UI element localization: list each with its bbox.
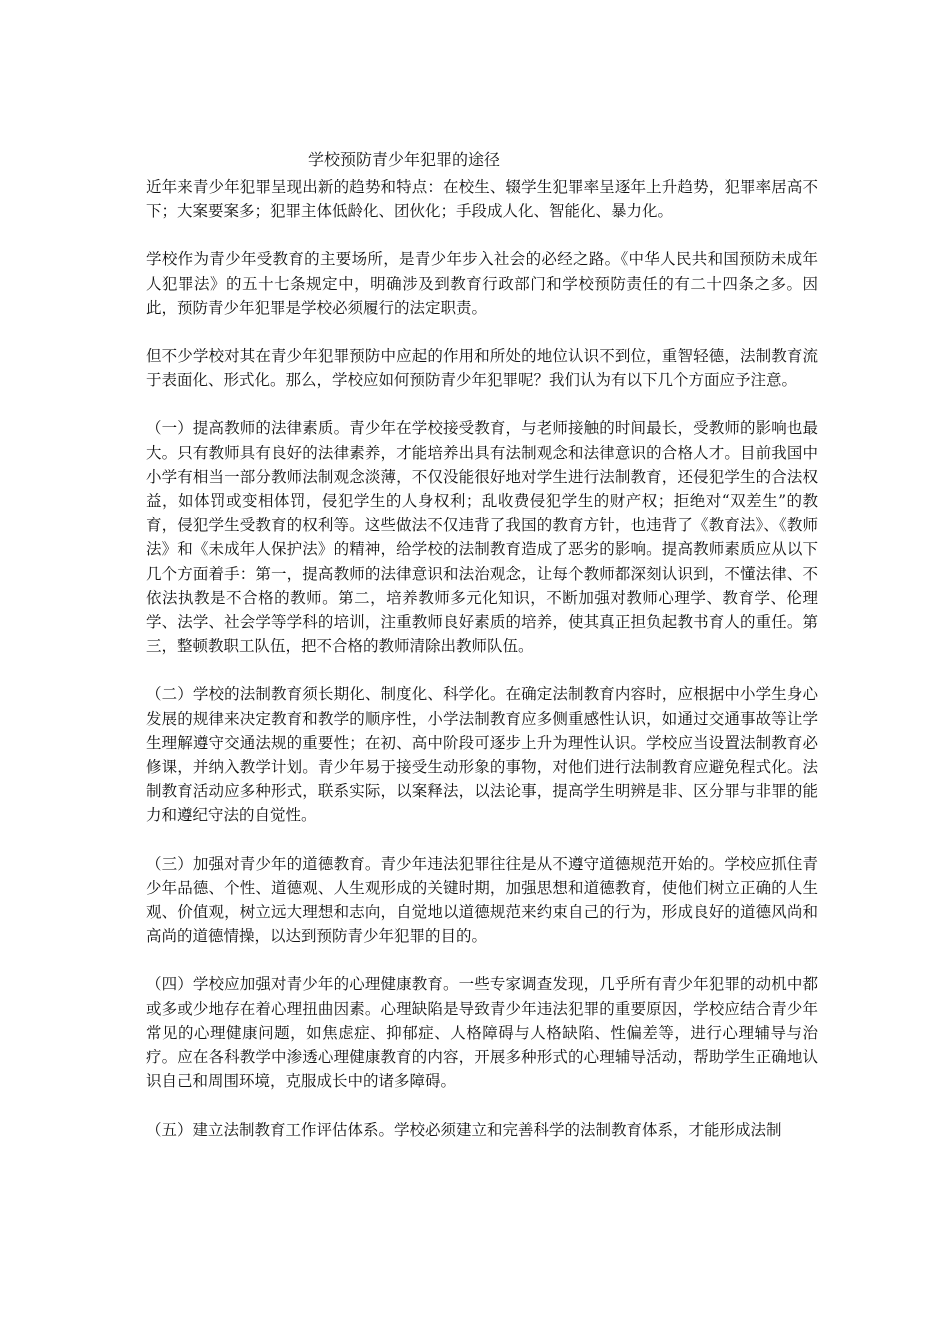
document-title: 学校预防青少年犯罪的途径	[308, 150, 501, 169]
paragraph-section-5-evaluation-system: （五）建立法制教育工作评估体系。学校必须建立和完善科学的法制教育体系，才能形成法制	[146, 1120, 782, 1139]
paragraph-section-3-moral-education: （三）加强对青少年的道德教育。青少年违法犯罪往往是从不遵守道德规范开始的。学校应抓住青少年品德、个性、道德观、人生观形成的关键时期，加强思想和道德教育，使他们树立正确的人生观、价值观，树立远大理想和志向，自觉地以道德规范来约束自己的行为，形成良好的道德风尚和高尚的道德情操，以达到预防青少年犯罪的目的。	[146, 854, 818, 946]
paragraph-section-4-mental-health: （四）学校应加强对青少年的心理健康教育。一些专家调查发现，几乎所有青少年犯罪的动机中都或多或少地存在着心理扭曲因素。心理缺陷是导致青少年违法犯罪的重要原因，学校应结合青少年常见的心理健康问题，如焦虑症、抑郁症、人格障碍与人格缺陷、性偏差等，进行心理辅导与治疗。应在各科教学中渗透心理健康教育的内容，开展多种形式的心理辅导活动，帮助学生正确地认识自己和周围环境，克服成长中的诸多障碍。	[146, 975, 818, 1091]
document-body	[146, 175, 818, 1166]
paragraph-school-role: 学校作为青少年受教育的主要场所，是青少年步入社会的必经之路。《中华人民共和国预防未成年人犯罪法》的五十七条规定中，明确涉及到教育行政部门和学校预防责任的有二十四条之多。因此，预防青少年犯罪是学校必须履行的法定职责。	[146, 250, 818, 317]
paragraph-awareness-gap: 但不少学校对其在青少年犯罪预防中应起的作用和所处的地位认识不到位，重智轻德，法制教育流于表面化、形式化。那么，学校应如何预防青少年犯罪呢？我们认为有以下几个方面应予注意。	[146, 347, 818, 390]
paragraph-intro-trends: 近年来青少年犯罪呈现出新的趋势和特点：在校生、辍学生犯罪率呈逐年上升趋势，犯罪率居高不下；大案要案多；犯罪主体低龄化、团伙化；手段成人化、智能化、暴力化。	[146, 178, 818, 221]
paragraph-section-1-teacher-legal-quality: （一）提高教师的法律素质。青少年在学校接受教育，与老师接触的时间最长，受教师的影响也最大。只有教师具有良好的法律素养，才能培养出具有法制观念和法律意识的合格人才。目前我国中小学有相当一部分教师法制观念淡薄，不仅没能很好地对学生进行法制教育，还侵犯学生的合法权益，如体罚或变相体罚，侵犯学生的人身权利；乱收费侵犯学生的财产权；拒绝对“双差生”的教育，侵犯学生受教育的权利等。这些做法不仅违背了我国的教育方针，也违背了《教育法》、《教师法》和《未成年人保护法》的精神，给学校的法制教育造成了恶劣的影响。提高教师素质应从以下几个方面着手：第一，提高教师的法律意识和法治观念，让每个教师都深刻认识到，不懂法律、不依法执教是不合格的教师。第二，培养教师多元化知识，不断加强对教师心理学、教育学、伦理学、法学、社会学等学科的培训，注重教师良好素质的培养，使其真正担负起教书育人的重任。第三，整顿教职工队伍，把不合格的教师清除出教师队伍。	[146, 419, 818, 656]
paragraph-section-2-legal-education: （二）学校的法制教育须长期化、制度化、科学化。在确定法制教育内容时，应根据中小学生身心发展的规律来决定教育和教学的顺序性，小学法制教育应多侧重感性认识，如通过交通事故等让学生理解遵守交通法规的重要性；在初、高中阶段可逐步上升为理性认识。学校应当设置法制教育必修课，并纳入教学计划。青少年易于接受生动形象的事物，对他们进行法制教育应避免程式化。法制教育活动应多种形式，联系实际，以案释法，以法论事，提高学生明辨是非、区分罪与非罪的能力和遵纪守法的自觉性。	[146, 685, 818, 825]
